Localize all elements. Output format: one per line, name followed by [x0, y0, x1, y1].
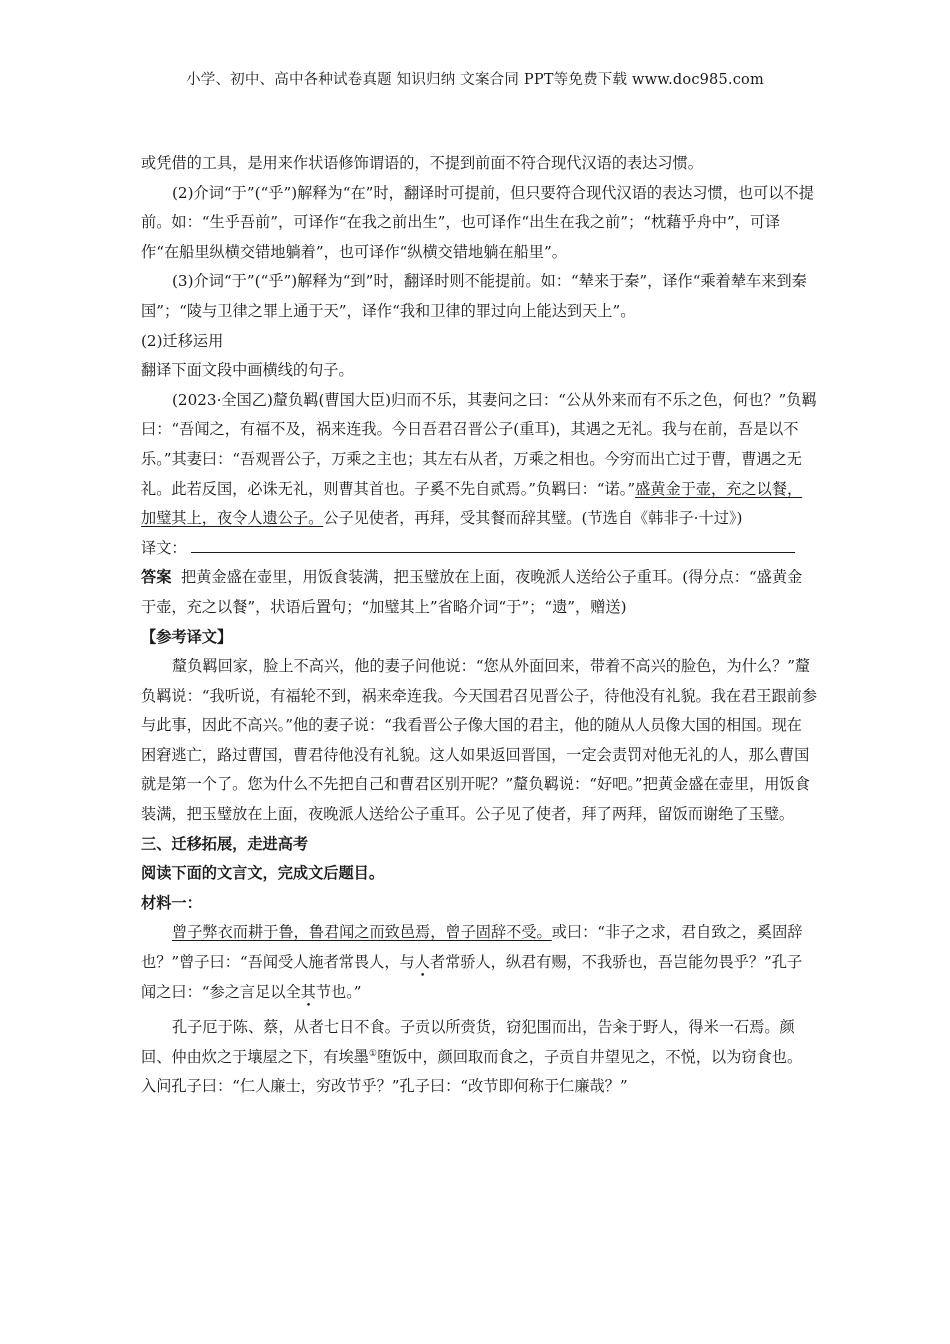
m1-dotted-char-2: 全	[285, 982, 301, 1001]
rule-3: (3)介词“于”(“乎”)解释为“到”时，翻译时则不能提前。如：“辇来于秦”，译作“乘着辇车来到秦国”；“陵与卫律之罪上通于天”，译作“我和卫律的罪过向上能达到天上”。	[141, 272, 807, 320]
passage-before: (2023·全国乙)釐负羁(曹国大臣)归而不乐，其妻问之曰：“公从外来而有不乐之色，何也？”负羁曰：“吾闻之，有福不及，祸来连我。今日吾君召晋公子(重耳)，其遇之无礼。我与在前，吾是以不乐。”其妻曰：“吾观晋公子，万乘之主也；其左右从者，万乘之相也。今穷而出亡过于曹，曹遇之无礼。此若反国，必诛无礼，则曹其首也。子奚不先自贰焉。”负羁曰：“诺。”	[141, 390, 817, 498]
m1-rest-a: 或曰：“非子之求，君自致之，奚固辞也？”曾子曰：“吾闻受人施者常畏人，	[141, 923, 803, 972]
section-transfer-heading: (2)迁移运用	[141, 331, 224, 350]
instruction: 翻译下面文段中画横线的句子。	[141, 361, 354, 380]
m1-dotted-char-1: 与	[399, 953, 415, 972]
translation-label: 译文：	[141, 538, 187, 557]
top-line: 或凭借的工具，是用来作状语修饰谓语的，不提到前面不符合现代汉语的表达习惯。	[141, 154, 703, 172]
material1-paragraph	[141, 918, 817, 1007]
answer	[141, 563, 817, 622]
translation-blank[interactable]	[191, 534, 795, 553]
m1-underlined-sentence: 曾子弊衣而耕于鲁，鲁君闻之而致邑焉，曾子固辞不受。	[172, 923, 552, 942]
answer-text: 把黄金盛在壶里，用饭食装满，把玉璧放在上面，夜晚派人送给公子重耳。(得分点：“盛黄金于壶，充之以餐”，状语后置句；“加璧其上”省略介词“于”；“遗”，赠送)	[141, 568, 803, 616]
rule-2: (2)介词“于”(“乎”)解释为“在”时，翻译时可提前，但只要符合现代汉语的表达习惯，也可以不提前。如：“生乎吾前”，可译作“在我之前出生”，也可译作“出生在我之前”；“枕藉乎舟中”，可译作“在船里纵横交错地躺着”，也可译作“纵横交错地躺在船里”。	[141, 183, 814, 261]
translation-line	[141, 534, 817, 564]
material2-paragraph	[141, 1013, 817, 1102]
m2-part-b: 堕饭中，颜回取而食之，子贡自井望见之，不悦，以为窃食也。入问孔子曰：“仁人廉士，穷改节乎？”孔子曰：“改节即何称于仁廉哉？”	[141, 1047, 803, 1096]
material1-label: 材料一：	[141, 893, 202, 912]
document-body	[141, 149, 817, 1102]
m1-rest-c: 其节也。”	[300, 982, 362, 1001]
footnote-marker: ①	[368, 1048, 377, 1059]
section3-title: 三、迁移拓展，走进高考	[141, 834, 309, 853]
section3-instruction: 阅读下面的文言文，完成文后题目。	[141, 864, 384, 883]
page-header: 小学、初中、高中各种试卷真题 知识归纳 文案合同 PPT等免费下载 www.doc985.com	[186, 72, 764, 88]
reference-text: 釐负羁回家，脸上不高兴，他的妻子问他说：“您从外面回来，带着不高兴的脸色，为什么？”釐负羁说：“我听说，有福轮不到，祸来牵连我。今天国君召见晋公子，待他没有礼貌。我在君王跟前参与此事，因此不高兴。”他的妻子说：“我看晋公子像大国的君主，他的随从人员像大国的相国。现在困窘逃亡，路过曹国，曹君待他没有礼貌。这人如果返回晋国，一定会责罚对他无礼的人，那么曹国就是第一个了。您为什么不先把自己和曹君区别开呢？”釐负羁说：“好吧。”把黄金盛在壶里，用饭食装满，把玉璧放在上面，夜晚派人送给公子重耳。公子见了使者，拜了两拜，留饭而谢绝了玉璧。	[141, 657, 818, 824]
m2-part-a: 孔子厄于陈、蔡，从者七日不食。子贡以所赍货，窃犯围而出，告籴于野人，得米一石焉。颜回、仲由炊之于壤屋之下，有埃墨	[141, 1018, 795, 1066]
passage-after: 公子见使者，再拜，受其餐而辞其璧。(节选自《韩非子·十过》)	[323, 509, 743, 528]
m1-rest-b: 人者常骄人，纵君有赐，不我骄也，吾岂能勿畏乎？”孔子闻之曰：“参之言足以	[141, 953, 803, 1001]
passage	[141, 386, 817, 534]
answer-label: 答案	[141, 568, 172, 587]
reference-title: 【参考译文】	[141, 627, 233, 646]
passage-underlined-sentence: 盛黄金于壶，充之以餐，加璧其上，夜令人遗公子。	[141, 479, 803, 528]
